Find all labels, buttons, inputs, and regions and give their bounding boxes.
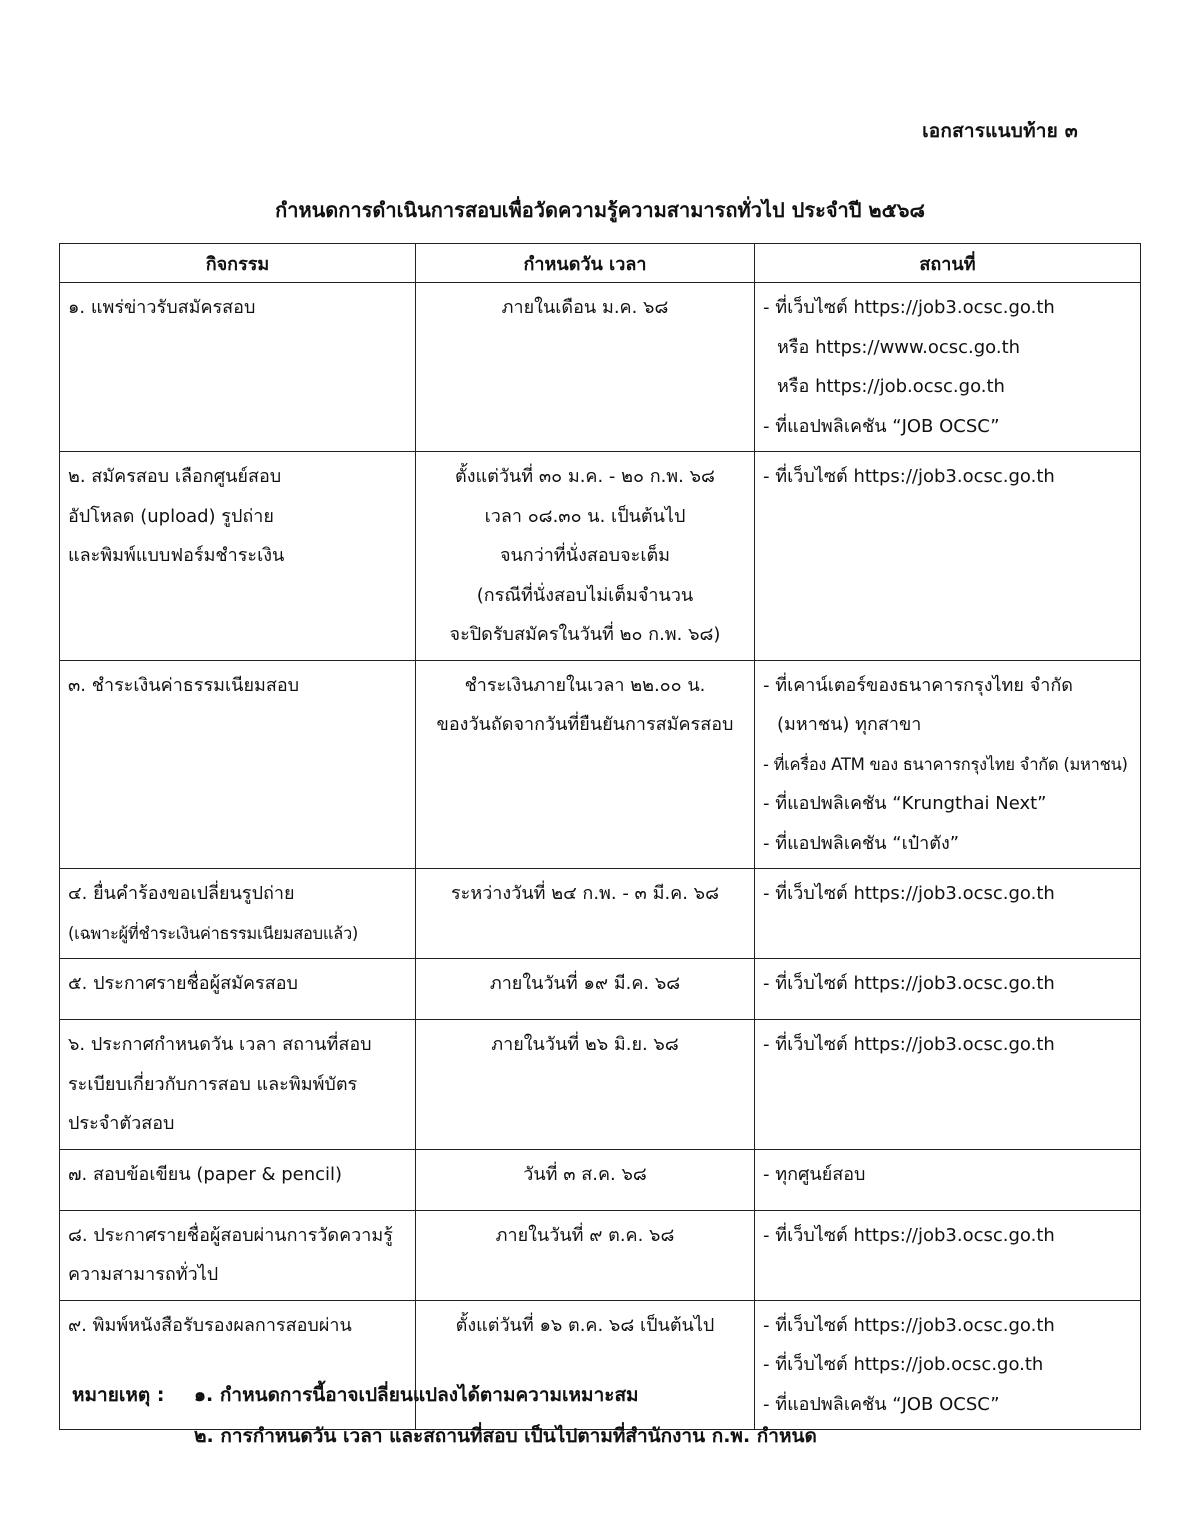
activity-text: ๙. พิมพ์หนังสือรับรองผลการสอบผ่าน [68, 1314, 352, 1336]
activity-text: ประจำตัวสอบ [68, 1113, 175, 1134]
schedule-text: จนกว่าที่นั่งสอบจะเต็ม [499, 545, 671, 566]
table-row [60, 869, 1141, 959]
location-text: - ทุกศูนย์สอบ [763, 1163, 866, 1185]
location-text: - ที่แอปพลิเคชัน “JOB OCSC” [763, 415, 1000, 437]
table-row [60, 452, 1141, 661]
activity-text: ๖. ประกาศกำหนดวัน เวลา สถานที่สอบ [68, 1034, 372, 1055]
location-cell [755, 1020, 1141, 1150]
location-text: - ที่เว็บไซต์ https://job.ocsc.go.th [763, 1354, 1044, 1375]
schedule-cell [416, 959, 755, 1020]
location-cell [755, 1300, 1141, 1430]
location-cell [755, 283, 1141, 452]
location-text: - ที่เครื่อง ATM ของ ธนาคารกรุงไทย จำกัด (มหาชน) [763, 754, 1128, 774]
schedule-table [59, 243, 1141, 1430]
location-text: หรือ https://job.ocsc.go.th [777, 376, 1005, 397]
location-cell [755, 869, 1141, 959]
location-text: - ที่เว็บไซต์ https://job3.ocsc.go.th [763, 466, 1055, 487]
location-text: - ที่เว็บไซต์ https://job3.ocsc.go.th [763, 297, 1055, 318]
header-schedule: กำหนดวัน เวลา [416, 244, 755, 283]
activity-text: ๓. ชำระเงินค่าธรรมเนียมสอบ [68, 674, 300, 696]
location-text: - ที่เคาน์เตอร์ของธนาคารกรุงไทย จำกัด [763, 674, 1073, 696]
activity-text: ๘. ประกาศรายชื่อผู้สอบผ่านการวัดความรู้ [68, 1224, 393, 1246]
schedule-cell [416, 1149, 755, 1210]
location-text: หรือ https://www.ocsc.go.th [777, 336, 1021, 358]
table-row [60, 660, 1141, 869]
schedule-cell [416, 452, 755, 661]
remark-item: ๒. การกำหนดวัน เวลา และสถานที่สอบ เป็นไปตามที่สำนักงาน ก.พ. กำหนด [194, 1425, 817, 1447]
location-text: (มหาชน) ทุกสาขา [777, 714, 922, 735]
location-text: - ที่แอปพลิเคชัน “เป๋าตัง” [763, 832, 960, 854]
schedule-cell [416, 283, 755, 452]
activity-cell [60, 660, 416, 869]
header-location: สถานที่ [755, 244, 1141, 283]
remarks-label: หมายเหตุ : [72, 1384, 165, 1406]
schedule-text: จะปิดรับสมัครในวันที่ ๒๐ ก.พ. ๖๘) [449, 624, 721, 645]
table-row [60, 1020, 1141, 1150]
schedule-text: เวลา ๐๘.๓๐ น. เป็นต้นไป [484, 505, 686, 527]
location-text: - ที่เว็บไซต์ https://job3.ocsc.go.th [763, 973, 1055, 994]
table-row [60, 959, 1141, 1020]
activity-text: ความสามารถทั่วไป [68, 1264, 219, 1285]
schedule-cell [416, 1300, 755, 1430]
schedule-text: ตั้งแต่วันที่ ๑๖ ต.ค. ๖๘ เป็นต้นไป [455, 1314, 715, 1336]
schedule-text: (กรณีที่นั่งสอบไม่เต็มจำนวน [476, 584, 694, 606]
schedule-text: ภายในวันที่ ๒๖ มิ.ย. ๖๘ [491, 1034, 679, 1055]
schedule-cell [416, 1210, 755, 1300]
location-cell [755, 452, 1141, 661]
location-cell [755, 1149, 1141, 1210]
activity-cell [60, 452, 416, 661]
location-text: - ที่เว็บไซต์ https://job3.ocsc.go.th [763, 1314, 1055, 1336]
attachment-label: เอกสารแนบท้าย ๓ [922, 120, 1078, 142]
location-text: - ที่เว็บไซต์ https://job3.ocsc.go.th [763, 883, 1055, 904]
activity-text: ระเบียบเกี่ยวกับการสอบ และพิมพ์บัตร [68, 1073, 358, 1095]
activity-cell [60, 283, 416, 452]
schedule-text: ภายในวันที่ ๑๙ มี.ค. ๖๘ [489, 973, 681, 994]
table-row [60, 1210, 1141, 1300]
schedule-text: ตั้งแต่วันที่ ๓๐ ม.ค. - ๒๐ ก.พ. ๖๘ [455, 466, 715, 487]
schedule-text: ภายในวันที่ ๙ ต.ค. ๖๘ [495, 1224, 675, 1246]
schedule-text: ภายในเดือน ม.ค. ๖๘ [501, 297, 669, 318]
location-text: - ที่เว็บไซต์ https://job3.ocsc.go.th [763, 1224, 1055, 1246]
location-text: - ที่แอปพลิเคชัน “JOB OCSC” [763, 1393, 1000, 1415]
location-text: - ที่แอปพลิเคชัน “Krungthai Next” [763, 793, 1047, 814]
activity-cell [60, 869, 416, 959]
table-row [60, 283, 1141, 452]
activity-text: ๔. ยื่นคำร้องขอเปลี่ยนรูปถ่าย [68, 883, 295, 904]
activity-text: (เฉพาะผู้ที่ชำระเงินค่าธรรมเนียมสอบแล้ว) [68, 923, 359, 943]
activity-text: อัปโหลด (upload) รูปถ่าย [68, 505, 274, 527]
activity-text: ๑. แพร่ข่าวรับสมัครสอบ [68, 297, 256, 318]
schedule-cell [416, 1020, 755, 1150]
table-row [60, 1149, 1141, 1210]
schedule-text: วันที่ ๓ ส.ค. ๖๘ [523, 1163, 647, 1185]
schedule-text: ชำระเงินภายในเวลา ๒๒.๐๐ น. [464, 674, 706, 696]
activity-cell [60, 1300, 416, 1430]
location-cell [755, 1210, 1141, 1300]
table-header-row [60, 244, 1141, 283]
schedule-cell [416, 869, 755, 959]
remark-item: ๑. กำหนดการนี้อาจเปลี่ยนแปลงได้ตามความเหมาะสม [194, 1384, 639, 1406]
activity-text: ๗. สอบข้อเขียน (paper & pencil) [68, 1163, 343, 1185]
header-activity: กิจกรรม [60, 244, 416, 283]
document-title: กำหนดการดำเนินการสอบเพื่อวัดความรู้ความสามารถทั่วไป ประจำปี ๒๕๖๘ [275, 198, 925, 222]
activity-text: ๒. สมัครสอบ เลือกศูนย์สอบ [68, 466, 282, 487]
location-text: - ที่เว็บไซต์ https://job3.ocsc.go.th [763, 1034, 1055, 1055]
location-cell [755, 959, 1141, 1020]
activity-text: ๕. ประกาศรายชื่อผู้สมัครสอบ [68, 973, 298, 994]
schedule-text: ระหว่างวันที่ ๒๔ ก.พ. - ๓ มี.ค. ๖๘ [451, 883, 719, 904]
activity-cell [60, 959, 416, 1020]
activity-cell [60, 1149, 416, 1210]
activity-cell [60, 1020, 416, 1150]
table-row [60, 1300, 1141, 1430]
schedule-text: ของวันถัดจากวันที่ยืนยันการสมัครสอบ [436, 714, 734, 735]
location-cell [755, 660, 1141, 869]
activity-cell [60, 1210, 416, 1300]
schedule-cell [416, 660, 755, 869]
activity-text: และพิมพ์แบบฟอร์มชำระเงิน [68, 545, 285, 566]
